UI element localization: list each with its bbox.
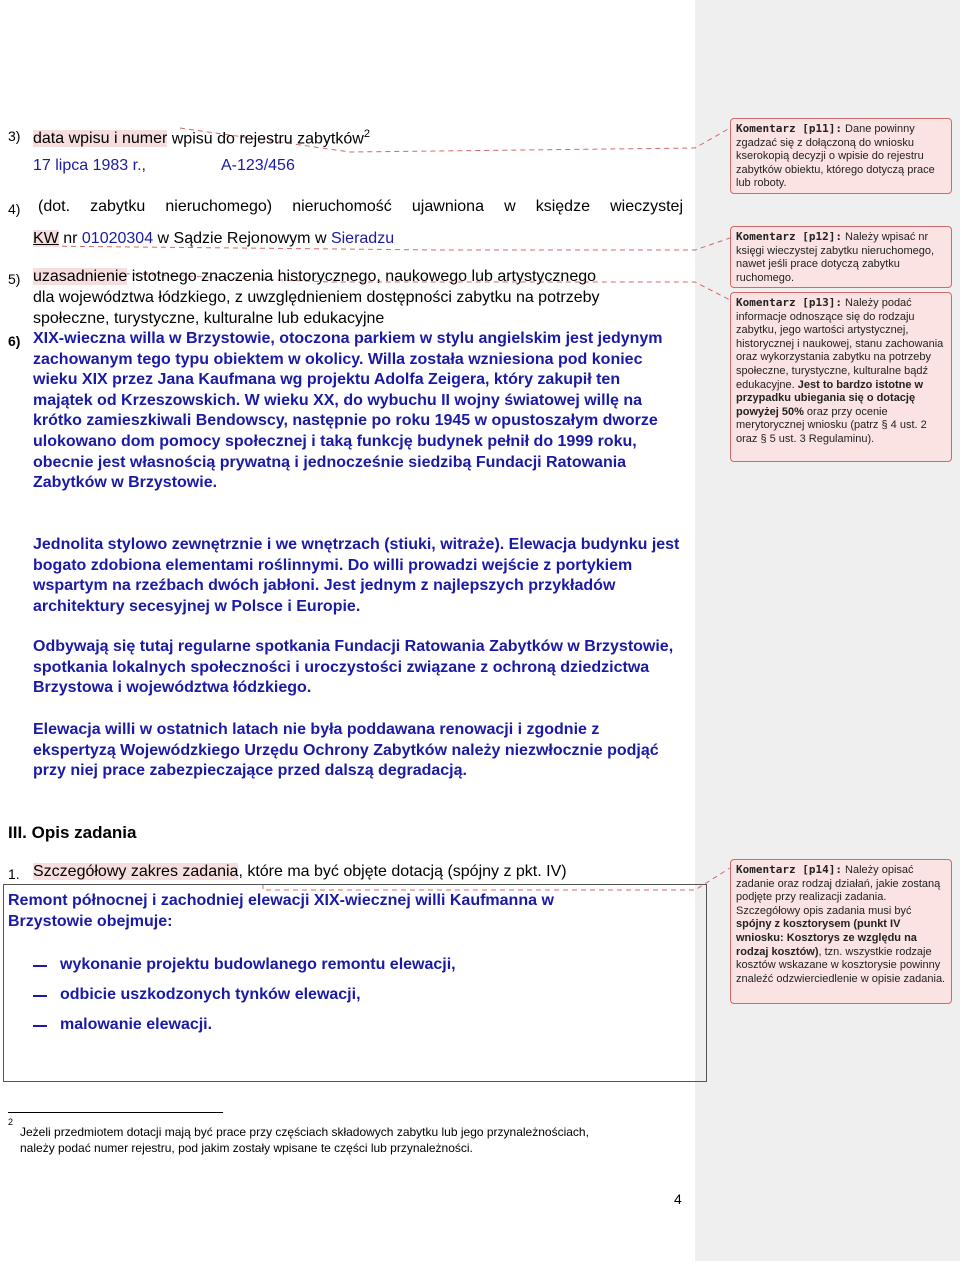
item-4-line1: (dot. zabytku nieruchomego) nieruchomość ujawniona w księdze wieczystej xyxy=(38,198,683,215)
footnote-ref[interactable]: 2 xyxy=(363,128,370,140)
task-item-number: 1. xyxy=(8,866,20,882)
dash-icon xyxy=(33,965,47,967)
item-3-register-number: A-123/456 xyxy=(221,157,295,174)
page-number: 4 xyxy=(674,1191,682,1207)
comment-p12[interactable]: Komentarz [p12]: Należy wpisać nr księgi wieczystej zabytku nieruchomego, nawet jeśli prace dotyczą zabytku ruchomego. xyxy=(730,226,952,288)
comment-p11[interactable]: Komentarz [p11]: Dane powinny zgadzać się z dołączoną do wniosku kserokopią decyzji o wpisie do rejestru zabytków obiektu, którego dotyczą prace lub roboty. xyxy=(730,118,952,194)
footnote-text: Jeżeli przedmiotem dotacji mają być prace przy częściach składowych zabytku lub jego przynależnościach, należy podać numer rejestru, pod jakim zostały wpisane te części lub przynależności. xyxy=(20,1125,589,1155)
item-3-number: 3) xyxy=(8,128,21,144)
item-3-text: data wpisu i numer wpisu do rejestru zabytków$^2$ xyxy=(33,128,370,148)
item-6-paragraph-2: Jednolita stylowo zewnętrznie i we wnętrzach (stiuki, witraże). Elewacja budynku jest bogato zdobiona elementami roślinnymi. Do willi prowadzi wejście z portykiem wspartym na rzeźbach dwóch jabłoni. Jest jednym z najlepszych przykładów architektury secesyjnej w Polsce i Europie. xyxy=(33,536,680,615)
comment-p13[interactable]: Komentarz [p13]: Należy podać informacje odnoszące się do rodzaju zabytku, jego wartości artystycznej, historycznej i naukowej, stanu zachowania oraz wykorzystania zabytku na potrzeby społeczne, turystyczne, kulturalne bądź edukacyjne. Jest to bardzo istotne w przypadku ubiegania się o dotację powyżej 50% oraz przy ocenie merytorycznej wniosku (patrz § 4 ust. 2 oraz § 5 ust. 3 Regulaminu). xyxy=(730,292,952,462)
task-item-title: Szczegółowy zakres zadania, które ma być objęte dotacją (spójny z pkt. IV) xyxy=(33,863,567,880)
dash-icon xyxy=(33,1025,47,1027)
kw-number: 01020304 xyxy=(81,230,154,247)
item-6-paragraph-3: Odbywają się tutaj regularne spotkania Fundacji Ratowania Zabytków w Brzystowie, spotkania lokalnych społeczności i uroczystości związane z ochroną dziedzictwa Brzystowa i województwa łódzkiego. xyxy=(33,638,674,697)
item-6-paragraph-1: XIX-wieczna willa w Brzystowie, otoczona parkiem w stylu angielskim jest jedynym zachowanym tego typu obiektem w okolicy. Willa została wzniesiona pod koniec wieku XIX przez Jana Kaufmana wg projektu Adolfa Zeigera, który zakupił ten majątek od Krzeszowskich. W wieku XX, do wybuchu II wojny światowej willę na krótko zamieszkiwali Bendowscy, następnie po roku 1945 w opustoszałym dworze ulokowano dom pomocy społecznej i taką funkcję budynek pełnił do 1999 roku, obecnie jest własnością prywatną i jednocześnie siedzibą Fundacji Ratowania Zabytków w Brzystowie. xyxy=(33,330,663,492)
item-6-paragraph-4: Elewacja willi w ostatnich latach nie była poddawana renowacji i zgodnie z ekspertyzą Wojewódzkiego Urzędu Ochrony Zabytków należy niezwłocznie podjąć przy niej prace zabezpieczające przed dalszą degradacją. xyxy=(33,721,659,780)
court-city: Sieradzu xyxy=(330,230,395,247)
item-6-number: 6) xyxy=(8,333,21,349)
dash-icon xyxy=(33,995,47,997)
item-3-highlight: data wpisu i numer xyxy=(33,130,168,148)
comment-p14[interactable]: Komentarz [p14]: Należy opisać zadanie oraz rodzaj działań, jakie zostaną podjęte przy realizacji zadania. Szczegółowy opis zadania musi być spójny z kosztorysem (punkt IV wniosku: Kosztorys ze względu na rodzaj kosztów), tzn. wszystkie rodzaje kosztów wskazane w kosztorysie powinny znaleźć odzwierciedlenie w opisie zadania. xyxy=(730,859,952,1004)
item-4-kw-line: KW nr 01020304 w Sądzie Rejonowym w Sieradzu xyxy=(33,230,395,247)
item-5-line3: społeczne, turystyczne, kulturalne lub edukacyjne xyxy=(33,310,385,327)
item-5-line2: dla województwa łódzkiego, z uwzględnieniem dostępności zabytku na potrzeby xyxy=(33,289,600,306)
item-3-date: 17 lipca 1983 r., xyxy=(33,157,146,174)
item-5-number: 5) xyxy=(8,271,21,287)
footnote-separator xyxy=(8,1112,223,1113)
item-5-line1: uzasadnienie istotnego znaczenia historycznego, naukowego lub artystycznego xyxy=(33,268,597,285)
footnote-mark: 2 xyxy=(8,1117,14,1127)
task-description-title: Remont północnej i zachodniej elewacji XIX-wiecznej willi Kaufmanna w Brzystowie obejmuje: xyxy=(8,892,554,930)
item-4-number: 4) xyxy=(8,201,21,217)
section-heading: III. Opis zadania xyxy=(8,823,137,842)
